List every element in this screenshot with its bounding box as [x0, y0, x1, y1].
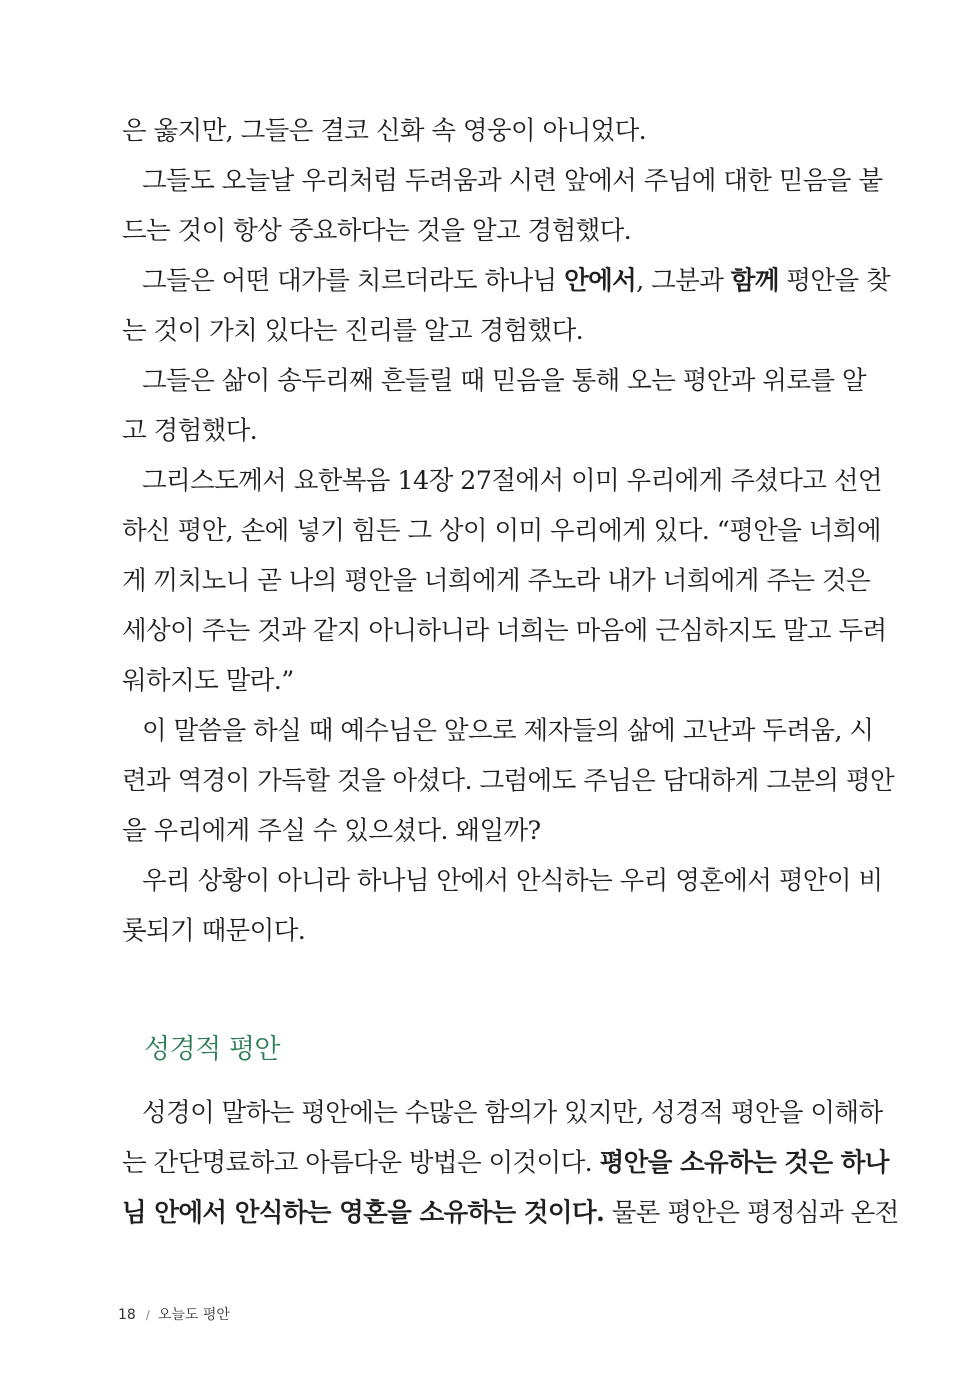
- text-segment: 고 경험했다.: [122, 416, 258, 446]
- paragraph-line: [122, 663, 805, 699]
- text-segment: 성경이 말하는 평안에는 수많은 함의가 있지만, 성경적 평안을 이해하: [142, 1098, 883, 1128]
- paragraph-line: [142, 863, 883, 899]
- section-line: [142, 1095, 883, 1131]
- paragraph-line: [122, 513, 881, 549]
- bold-text-segment: 안에서: [564, 266, 637, 296]
- text-segment: 워하지도 말라.”: [122, 666, 294, 696]
- section-line: [122, 1145, 889, 1181]
- text-segment: 는 것이 가치 있다는 진리를 알고 경험했다.: [122, 316, 584, 346]
- text-segment: 물론 평안은 평정심과 온전: [604, 1198, 899, 1228]
- text-segment: 그들은 삶이 송두리째 흔들릴 때 믿음을 통해 오는 평안과 위로를 알: [142, 366, 866, 396]
- paragraph-line: [122, 763, 895, 799]
- text-segment: 롯되기 때문이다.: [122, 916, 306, 946]
- paragraph-line: [142, 713, 874, 749]
- text-segment: 이 말씀을 하실 때 예수님은 앞으로 제자들의 삶에 고난과 두려움, 시: [142, 716, 874, 746]
- text-segment: 드는 것이 항상 중요하다는 것을 알고 경험했다.: [122, 216, 632, 246]
- text-segment: 은 옳지만, 그들은 결코 신화 속 영웅이 아니었다.: [122, 116, 647, 146]
- paragraph-line: [122, 413, 805, 449]
- paragraph-line: [122, 613, 887, 649]
- section-line: [122, 1195, 899, 1231]
- bold-text-segment: 님 안에서 안식하는 영혼을 소유하는 것이다.: [122, 1198, 605, 1228]
- paragraph-line: [122, 563, 870, 599]
- text-segment: 는 간단명료하고 아름다운 방법은 이것이다.: [122, 1148, 600, 1178]
- footer-separator: /: [145, 1308, 150, 1322]
- book-title: 오늘도 평안: [157, 1307, 230, 1323]
- bold-text-segment: 평안을 소유하는 것은 하나: [599, 1148, 889, 1178]
- paragraph-line: [142, 163, 883, 199]
- text-segment: 을 우리에게 주실 수 있으셨다. 왜일까?: [122, 816, 541, 846]
- paragraph-line: [122, 213, 805, 249]
- text-segment: , 그분과: [636, 266, 731, 296]
- text-segment: 게 끼치노니 곧 나의 평안을 너희에게 주노라 내가 너희에게 주는 것은: [122, 566, 870, 596]
- text-segment: 하신 평안, 손에 넣기 힘든 그 상이 이미 우리에게 있다. “평안을 너희에: [122, 516, 881, 546]
- paragraph-line: [122, 813, 805, 849]
- paragraph-line: [122, 113, 805, 149]
- paragraph-line: [122, 313, 805, 349]
- text-segment: 평안을 찾: [778, 266, 891, 296]
- text-segment: 그들은 어떤 대가를 치르더라도 하나님: [142, 266, 565, 296]
- page-footer: [118, 1303, 230, 1327]
- text-segment: 련과 역경이 가득할 것을 아셨다. 그럼에도 주님은 담대하게 그분의 평안: [122, 766, 895, 796]
- text-segment: 우리 상황이 아니라 하나님 안에서 안식하는 우리 영혼에서 평안이 비: [142, 866, 883, 896]
- paragraph-line: [142, 263, 891, 299]
- bold-text-segment: 함께: [730, 266, 779, 296]
- paragraph-line: [142, 363, 866, 399]
- text-segment: 그들도 오늘날 우리처럼 두려움과 시련 앞에서 주님에 대한 믿음을 붙: [142, 166, 883, 196]
- section-heading: 성경적 평안: [144, 1034, 280, 1065]
- text-segment: 그리스도께서 요한복음 14장 27절에서 이미 우리에게 주셨다고 선언: [142, 466, 882, 496]
- paragraph-line: [142, 463, 882, 499]
- text-segment: 세상이 주는 것과 같지 아니하니라 너희는 마음에 근심하지도 말고 두려: [122, 616, 887, 646]
- page-number: 18: [118, 1307, 136, 1323]
- paragraph-line: [122, 913, 805, 949]
